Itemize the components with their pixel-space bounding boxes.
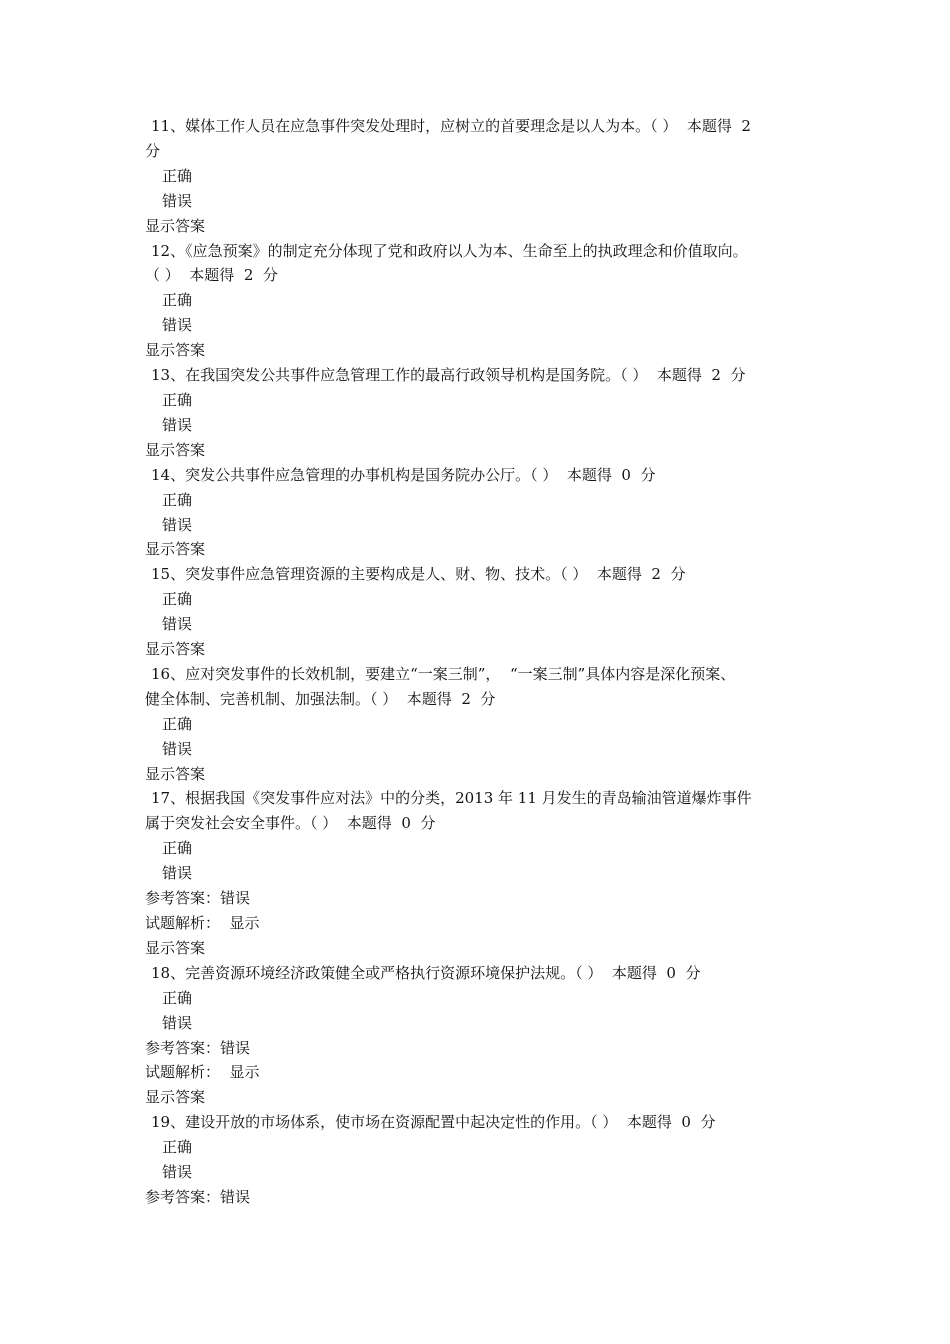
question-item — [145, 114, 813, 239]
show-answer-link[interactable]: 显示答案 — [145, 1088, 206, 1107]
option-wrong[interactable]: 错误 — [162, 191, 193, 210]
question-item — [145, 363, 813, 463]
question-text: 健全体制、完善机制、加强法制。（ ） 本题得 2 分 — [145, 689, 496, 708]
question-item — [145, 662, 813, 787]
question-item — [145, 239, 813, 364]
question-item — [145, 562, 813, 662]
option-correct[interactable]: 正确 — [162, 988, 193, 1007]
question-text: 18、完善资源环境经济政策健全或严格执行资源环境保护法规。（ ） 本题得 0 分 — [151, 963, 701, 982]
option-wrong[interactable]: 错误 — [162, 1163, 193, 1182]
question-analysis[interactable]: 试题解析： 显示 — [145, 914, 260, 932]
question-analysis[interactable]: 试题解析： 显示 — [145, 1063, 260, 1082]
question-item — [145, 463, 813, 563]
question-text: 17、根据我国《突发事件应对法》中的分类，2013 年 11 月发生的青岛输油管道爆炸事件 — [151, 789, 752, 808]
option-wrong[interactable]: 错误 — [162, 316, 193, 335]
question-text: 分 — [145, 141, 161, 160]
option-wrong[interactable]: 错误 — [162, 864, 193, 883]
show-answer-link[interactable]: 显示答案 — [145, 216, 206, 235]
reference-answer: 参考答案：错误 — [145, 1038, 251, 1057]
option-correct[interactable]: 正确 — [162, 1138, 193, 1157]
option-correct[interactable]: 正确 — [162, 291, 193, 310]
question-text: 15、突发事件应急管理资源的主要构成是人、财、物、技术。（ ） 本题得 2 分 — [151, 565, 686, 584]
option-wrong[interactable]: 错误 — [162, 515, 193, 534]
show-answer-link[interactable]: 显示答案 — [145, 341, 206, 360]
question-text: 属于突发社会安全事件。（ ） 本题得 0 分 — [145, 814, 436, 833]
question-list — [145, 114, 813, 1210]
question-text: 11、媒体工作人员在应急事件突发处理时，应树立的首要理念是以人为本。（ ） 本题得 2 — [151, 117, 751, 135]
question-text: 16、应对突发事件的长效机制，要建立“一案三制”， “一案三制”具体内容是深化预案、 — [151, 664, 736, 683]
show-answer-link[interactable]: 显示答案 — [145, 938, 206, 957]
show-answer-link[interactable]: 显示答案 — [145, 764, 206, 783]
question-text: 12、《应急预案》的制定充分体现了党和政府以人为本、生命至上的执政理念和价值取向。 — [151, 241, 748, 260]
question-text: 13、在我国突发公共事件应急管理工作的最高行政领导机构是国务院。（ ） 本题得 2 分 — [151, 366, 746, 385]
option-correct[interactable]: 正确 — [162, 714, 193, 733]
option-correct[interactable]: 正确 — [162, 590, 193, 609]
question-item — [145, 961, 813, 1110]
question-item — [145, 1110, 813, 1210]
question-text: 14、突发公共事件应急管理的办事机构是国务院办公厅。（ ） 本题得 0 分 — [151, 465, 656, 484]
question-text: 19、建设开放的市场体系，使市场在资源配置中起决定性的作用。（ ） 本题得 0 分 — [151, 1113, 716, 1132]
option-correct[interactable]: 正确 — [162, 166, 193, 185]
option-wrong[interactable]: 错误 — [162, 1013, 193, 1032]
option-correct[interactable]: 正确 — [162, 390, 193, 409]
option-wrong[interactable]: 错误 — [162, 739, 193, 758]
question-text: （ ） 本题得 2 分 — [145, 266, 278, 285]
option-wrong[interactable]: 错误 — [162, 415, 193, 434]
show-answer-link[interactable]: 显示答案 — [145, 440, 206, 459]
reference-answer: 参考答案：错误 — [145, 1187, 251, 1206]
reference-answer: 参考答案：错误 — [145, 889, 251, 908]
question-item — [145, 786, 813, 960]
show-answer-link[interactable]: 显示答案 — [145, 640, 206, 659]
option-correct[interactable]: 正确 — [162, 490, 193, 509]
option-wrong[interactable]: 错误 — [162, 615, 193, 634]
option-correct[interactable]: 正确 — [162, 839, 193, 858]
show-answer-link[interactable]: 显示答案 — [145, 540, 206, 559]
